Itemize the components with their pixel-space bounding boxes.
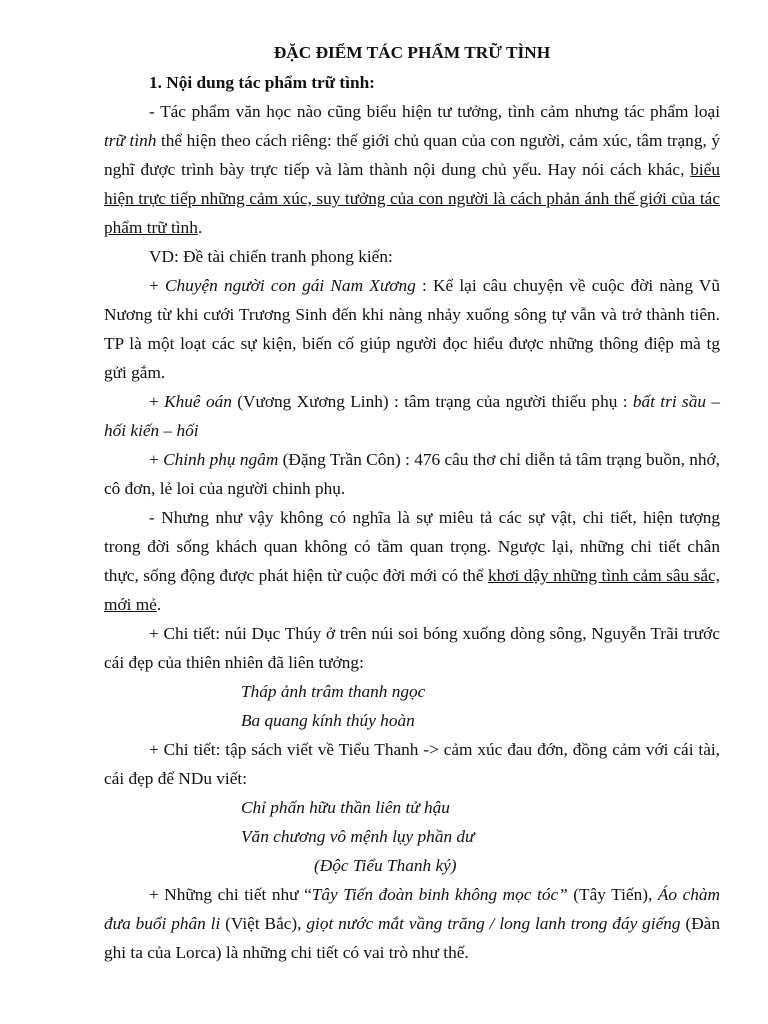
example-item-2: + Khuê oán (Vương Xương Linh) : tâm trạng của người thiếu phụ : bất tri sầu – hối kiến – hối bbox=[104, 392, 720, 440]
page-title: ĐẶC ĐIỂM TÁC PHẨM TRỮ TÌNH bbox=[273, 43, 551, 62]
poem-source: (Độc Tiểu Thanh ký) bbox=[314, 856, 457, 875]
example-item-1: + Chuyện người con gái Nam Xương : Kể lại câu chuyện về cuộc đời nàng Vũ Nương từ khi cưới Trương Sinh đến khi nàng nhảy xuống sông tự vẫn và trở thành tiên. TP là một loạt các sự kiện, biến cố giúp người đọc hiểu được những thông điệp mà tg gửi gắm. bbox=[104, 276, 720, 382]
poem-line: Ba quang kính thúy hoàn bbox=[241, 711, 415, 730]
section-heading: 1. Nội dung tác phẩm trữ tình: bbox=[149, 73, 375, 92]
paragraph-intro: - Tác phẩm văn học nào cũng biểu hiện tư tưởng, tình cảm nhưng tác phẩm loại trữ tình thể hiện theo cách riêng: thế giới chủ quan của con người, cảm xúc, tâm trạng, ý nghĩ được trình bày trực tiếp và làm thành nội dung chủ yếu. Hay nói cách khác, biểu hiện trực tiếp những cảm xúc, suy tưởng của con người là cách phản ánh thế giới của tác phẩm trữ tình. bbox=[104, 102, 720, 237]
document-page bbox=[104, 38, 720, 967]
poem-line: Văn chương vô mệnh lụy phần dư bbox=[241, 827, 475, 846]
detail-item-2: + Chi tiết: tập sách viết về Tiểu Thanh -> cảm xúc đau đớn, đồng cảm với cái tài, cái đẹp để NDu viết: bbox=[104, 740, 720, 788]
paragraph-detail: - Nhưng như vậy không có nghĩa là sự miêu tả các sự vật, chi tiết, hiện tượng trong đời sống khách quan không có tầm quan trọng. Ngược lại, những chi tiết chân thực, sống động được phát hiện từ cuộc đời mới có thể khơi dậy những tình cảm sâu sắc, mới mẻ. bbox=[104, 508, 720, 614]
poem-line: Tháp ảnh trâm thanh ngọc bbox=[241, 682, 426, 701]
example-label: VD: Đề tài chiến tranh phong kiến: bbox=[149, 247, 393, 266]
poem-line: Chỉ phấn hữu thần liên tử hậu bbox=[241, 798, 450, 817]
detail-item-1: + Chi tiết: núi Dục Thúy ở trên núi soi bóng xuống dòng sông, Nguyễn Trãi trước cái đẹp của thiên nhiên đã liên tưởng: bbox=[104, 624, 720, 672]
paragraph-final: + Những chi tiết như “Tây Tiến đoàn binh không mọc tóc” (Tây Tiến), Áo chàm đưa buổi phân li (Việt Bắc), giọt nước mắt vầng trăng / long lanh trong đáy giếng (Đàn ghi ta của Lorca) là những chi tiết có vai trò như thế. bbox=[104, 885, 721, 962]
example-item-3: + Chinh phụ ngâm (Đặng Trần Côn) : 476 câu thơ chỉ diễn tả tâm trạng buồn, nhớ, cô đơn, lẻ loi của người chinh phụ. bbox=[104, 450, 720, 498]
